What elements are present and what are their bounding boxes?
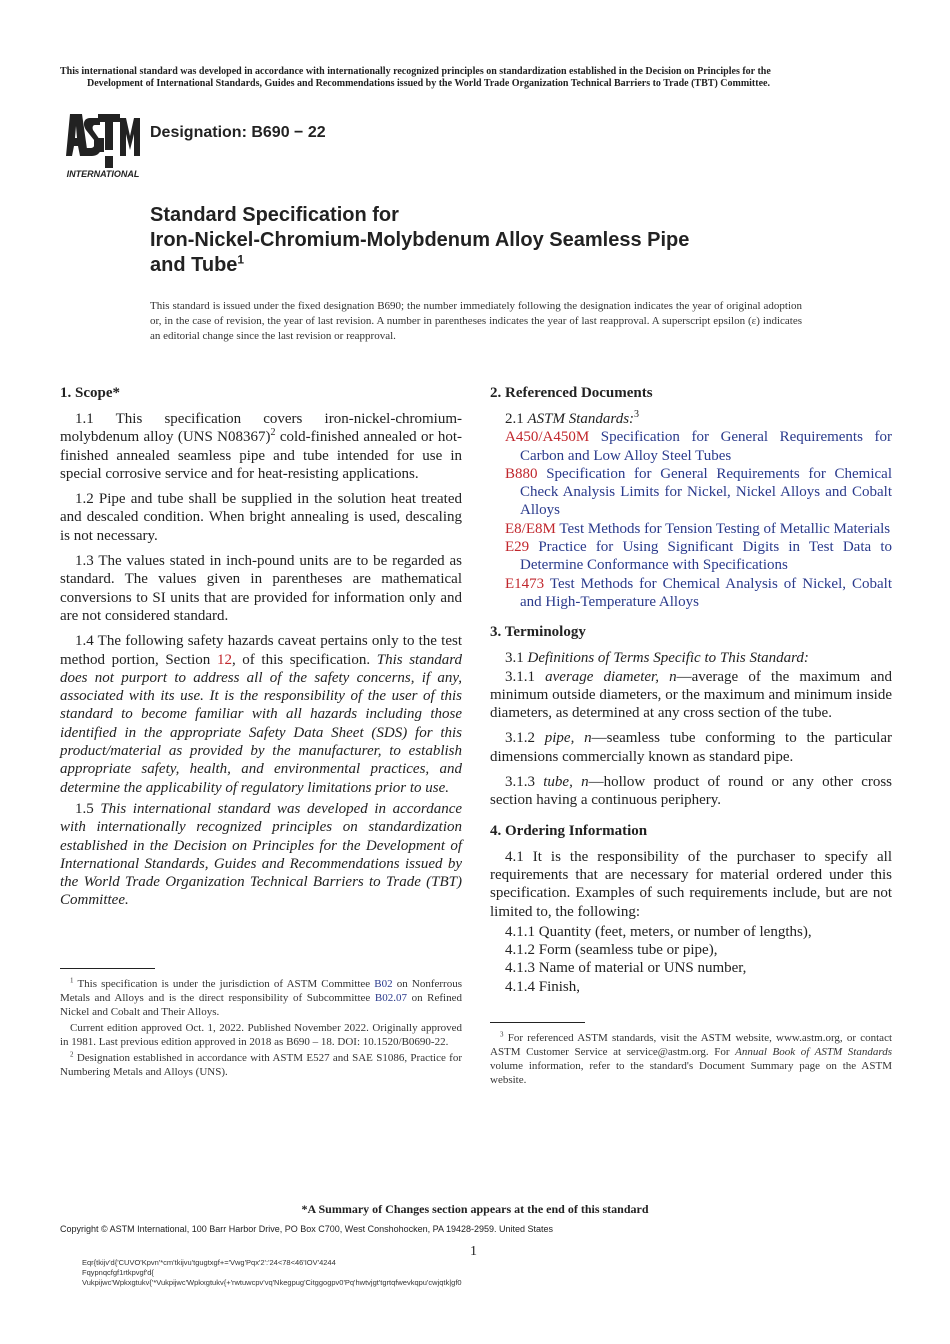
term-1-num: 3.1.1 <box>505 668 546 685</box>
terminology-subheading <box>490 649 892 667</box>
footnote-2 <box>60 1051 462 1079</box>
page-number: 1 <box>470 1244 477 1259</box>
scope-1-5-num: 1.5 <box>75 800 101 817</box>
ref-e29-link[interactable]: E29 <box>505 539 530 556</box>
astm-standards-label: ASTM Standards: <box>527 411 635 427</box>
committee-b02-link[interactable]: B02 <box>374 978 393 990</box>
title-line-2: Iron-Nickel-Chromium-Molybdenum Alloy Seamless Pipe <box>150 229 690 251</box>
terminology-heading: 3. Terminology <box>490 624 586 641</box>
footnote-divider <box>490 1022 585 1023</box>
term-3-term: tube, n <box>543 774 589 791</box>
astm-standards-subheading <box>490 410 892 428</box>
footnote-2-mark: 2 <box>70 1050 74 1059</box>
scope-1-4-text: 1.4 The following safety hazards caveat pertains only to the test method portion, Section <box>60 633 462 668</box>
footnote-3-text-b: volume information, refer to the standard's Document Summary page on the ASTM website. <box>490 1060 892 1086</box>
footnote-1-text-b: on Nonferrous Metals and Alloys and is the direct responsibility of Subcommittee <box>60 978 462 1004</box>
ref-b880-link[interactable]: B880 <box>505 465 538 482</box>
ordering-item: 4.1.4 Finish, <box>505 978 581 995</box>
issue-statement: This standard is issued under the fixed designation B690; the number immediately following the designation indicates the year of original adoption or, in the case of revision, the year of last revision. A number in parentheses indicates the year of last reapproval. A superscript epsilon (ε) indicates an editorial change since the last revision or reapproval. <box>150 300 802 342</box>
term-2-term: pipe, n <box>544 730 592 747</box>
reference-item <box>505 575 892 612</box>
international-standard-notice <box>60 66 892 90</box>
copyright-line: Copyright © ASTM International, 100 Barr Harbor Drive, PO Box C700, West Conshohocken, PA 19428-2959. United States <box>60 1224 554 1234</box>
scope-1-1-text-b: cold-finished annealed or hot-finished annealed seamless pipe and tube intended for use in special corrosive service and for heat-resisting applications. <box>60 429 462 482</box>
ref-e8-link[interactable]: E8/E8M <box>505 520 556 537</box>
ordering-item: 4.1.3 Name of material or UNS number, <box>505 960 747 977</box>
license-line-2: Fqypnqcfgf1rtkpvgf'd{ <box>82 1268 154 1277</box>
referenced-documents-heading: 2. Referenced Documents <box>490 385 653 401</box>
term-2-def: —seamless tube conforming to the particular dimensions commercially known as standard pipe. <box>490 730 893 765</box>
astm-logo-icon <box>64 110 142 180</box>
reference-item <box>505 465 892 520</box>
term-average-diameter <box>490 668 892 723</box>
footnote-3-italic: Annual Book of ASTM Standards <box>735 1046 892 1058</box>
term-2-num: 3.1.2 <box>505 730 545 747</box>
notice-line-2: Development of International Standards, Guides and Recommendations issued by the World Trade Organization Technical Barriers to Trade (TBT) Committee. <box>87 78 770 89</box>
license-line-3: Vukpijwc'Wpkxgtukv{'*Vukpijwc'Wpkxgtukv{+'rwtuwcpv'vq'Nkegpug'Citggogpv0'Pq'hwtvjgt'tgrtqfwevkqpu'cwjqtk|gf0 <box>82 1278 462 1287</box>
term-3-def: —hollow product of round or any other cross section having a continuous periphery. <box>490 774 893 809</box>
footnote-3-mark: 3 <box>500 1030 504 1039</box>
footnote-2-text: Designation established in accordance with ASTM E527 and SAE S1086, Practice for Numbering Metals and Alloys (UNS). <box>60 1052 462 1078</box>
ref-e8-title[interactable]: Test Methods for Tension Testing of Metallic Materials <box>559 520 891 537</box>
footnote-3-text: For referenced ASTM standards, visit the ASTM website, www.astm.org, or contact ASTM Customer Service at service@astm.org. For <box>490 1032 893 1058</box>
term-tube <box>490 773 892 810</box>
title-line-3-text: and Tube <box>150 254 238 276</box>
footnote-3 <box>490 1031 892 1087</box>
ordering-item: 4.1.1 Quantity (feet, meters, or number of lengths), <box>505 923 812 940</box>
notice-line-1: This international standard was developed in accordance with internationally recognized principles on standardization established in the Decision on Principles for the <box>60 66 771 77</box>
page-title <box>150 203 850 278</box>
reference-item <box>505 520 892 538</box>
safety-caveat: This standard does not purport to address all of the safety concerns, if any, associated with its use. It is the responsibility of the user of this standard to become familiar with all hazards including those identified in the appropriate Safety Data Sheet (SDS) for this product/material as provided by the manufacturer, to establish appropriate safety, health, and environmental practices, and determine the applicability of regulatory limitations prior to use. <box>60 651 462 796</box>
scope-1-3: 1.3 The values stated in inch-pound units are to be regarded as standard. The values given in parentheses are mathematical conversions to SI units that are provided for information only and are not considered standard. <box>60 553 462 624</box>
right-footnotes <box>490 1022 892 1089</box>
footnote-1-edition: Current edition approved Oct. 1, 2022. Published November 2022. Originally approved in 1981. Last previous edition approved in 2018 as B690 – 18. DOI: 10.1520/B0690-22. <box>60 1022 462 1048</box>
astm-standards-num: 2.1 <box>505 411 528 427</box>
left-footnotes <box>60 968 462 1081</box>
term-pipe <box>490 729 892 766</box>
ref-b880-title[interactable]: Specification for General Requirements for Chemical Check Analysis Limits for Nickel, Nickel Alloys and Cobalt Alloys <box>520 465 892 519</box>
scope-1-5-text: This international standard was developed in accordance with internationally recognized principles on standardization established in the Decision on Principles for the Development of International Standards, Guides and Recommendations issued by the World Trade Organization Technical Barriers to Trade (TBT) Committee. <box>60 800 463 909</box>
footnote-1-text-c: on Refined Nickel and Cobalt and Their Alloys. <box>60 992 462 1018</box>
ref-e1473-title[interactable]: Test Methods for Chemical Analysis of Nickel, Cobalt and High-Temperature Alloys <box>520 575 892 610</box>
subcommittee-b02-07-link[interactable]: B02.07 <box>374 992 407 1004</box>
title-footnote-mark: 1 <box>237 252 245 267</box>
footnote-1 <box>60 977 462 1019</box>
footnote-ref-3[interactable]: 3 <box>634 409 640 420</box>
ordering-4-1: 4.1 It is the responsibility of the purchaser to specify all requirements that are necessary for material ordered under this specification. Examples of such requirements include, but are not limited to, the following: <box>490 848 892 920</box>
summary-of-changes-note: *A Summary of Changes section appears at the end of this standard <box>301 1202 649 1216</box>
term-1-term: average diameter, n <box>545 668 677 685</box>
logo-subtext: INTERNATIONAL <box>66 169 140 179</box>
footnote-1-text: This specification is under the jurisdiction of ASTM Committee <box>77 978 375 990</box>
title-line-1: Standard Specification for <box>150 204 399 226</box>
footnote-1-mark: 1 <box>70 976 74 985</box>
license-line-1: Eqr{tkijv'd{'CUVO'Kpvn'*cm'tkijvu'tgugtxgf+='Vwg'Pqx'2':'24<78<46'IOV'4244 <box>82 1258 336 1267</box>
ref-a450-title[interactable]: Specification for General Requirements for Carbon and Low Alloy Steel Tubes <box>520 429 893 464</box>
scope-1-1 <box>60 410 462 483</box>
scope-1-1-text: 1.1 This specification covers iron-nickel-chromium-molybdenum alloy (UNS N08367) <box>60 411 462 446</box>
ref-a450-link[interactable]: A450/A450M <box>505 429 590 446</box>
ref-e1473-link[interactable]: E1473 <box>505 575 545 592</box>
designation: Designation: B690 − 22 <box>150 124 326 141</box>
scope-1-4 <box>60 632 462 797</box>
right-column <box>490 384 892 996</box>
scope-1-2: 1.2 Pipe and tube shall be supplied in the solution heat treated and descaled condition. When bright annealing is used, descaling is not necessary. <box>60 491 462 544</box>
reference-item <box>505 428 893 465</box>
footnote-divider <box>60 968 155 969</box>
ordering-heading: 4. Ordering Information <box>490 822 648 839</box>
scope-1-4-text-b: , of this specification. <box>231 651 377 668</box>
scope-heading: 1. Scope* <box>60 385 120 401</box>
astm-logo <box>64 110 142 180</box>
terminology-sub-label: Definitions of Terms Specific to This Standard: <box>527 650 809 667</box>
ordering-item: 4.1.2 Form (seamless tube or pipe), <box>505 942 718 959</box>
scope-1-5 <box>60 800 462 910</box>
terminology-sub-num: 3.1 <box>505 650 528 667</box>
term-3-num: 3.1.3 <box>505 774 544 791</box>
reference-item <box>505 538 892 575</box>
term-1-def: —average of the maximum and minimum outside diameters, or the maximum and minimum inside diameters, as determined at any cross section of the tube. <box>490 668 893 722</box>
ref-e29-title[interactable]: Practice for Using Significant Digits in Test Data to Determine Conformance with Specifications <box>520 539 892 574</box>
title-line-3 <box>150 253 850 278</box>
left-column <box>60 384 462 917</box>
section-12-link[interactable]: 12 <box>216 651 232 668</box>
footnote-ref-2[interactable]: 2 <box>270 427 276 439</box>
